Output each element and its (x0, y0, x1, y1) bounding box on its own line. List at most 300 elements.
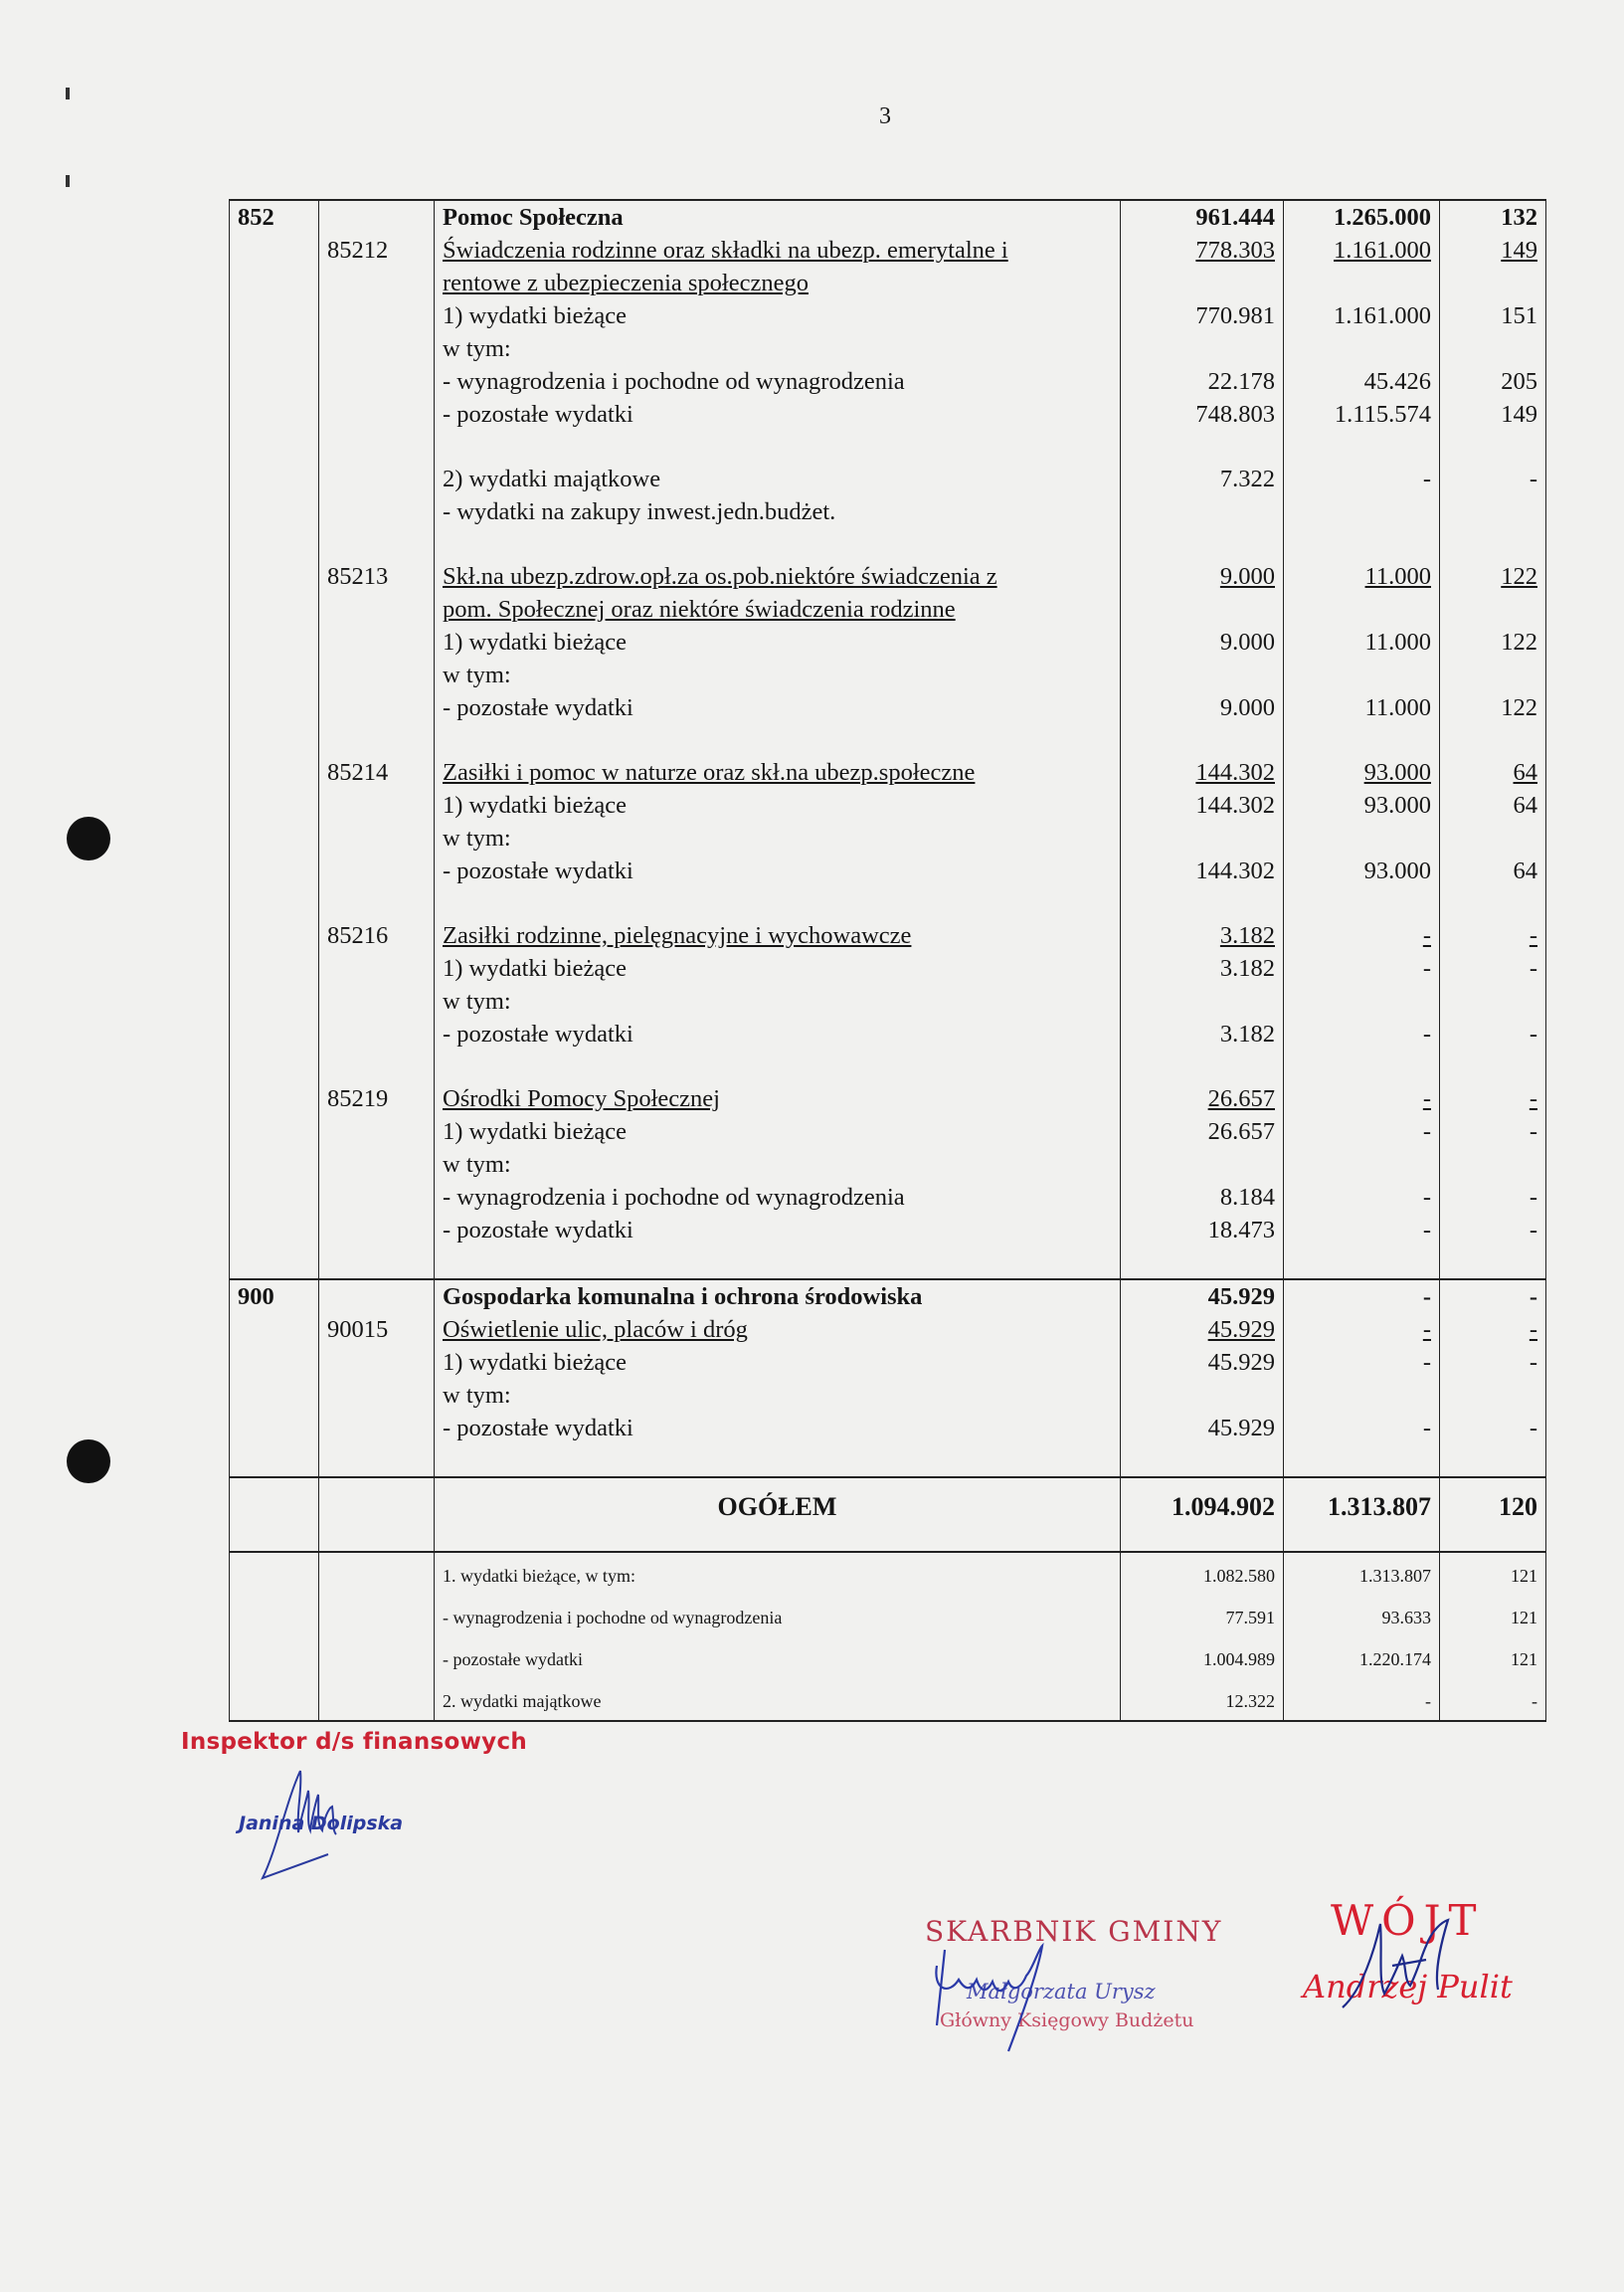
description-cell (435, 431, 1121, 463)
percent-value (1440, 1148, 1546, 1181)
rozdzial-cell (319, 724, 435, 756)
description-text: Pomoc Społeczna (443, 204, 624, 231)
plan-value (1121, 659, 1284, 691)
mayor-stamp-title: WÓJT (1331, 1896, 1485, 1945)
dzial-cell (230, 659, 319, 691)
rozdzial-cell (319, 659, 435, 691)
plan-value (1121, 495, 1284, 528)
dzial-cell (230, 1636, 319, 1678)
dzial-cell (230, 1181, 319, 1214)
description-cell (435, 495, 1121, 528)
execution-value (1284, 659, 1440, 691)
description-cell (435, 1636, 1121, 1678)
plan-value: 144.302 (1121, 756, 1284, 789)
rozdzial-cell (319, 887, 435, 919)
percent-value: 64 (1440, 855, 1546, 887)
execution-value: - (1284, 1115, 1440, 1148)
rozdzial-cell (319, 1595, 435, 1636)
scan-mark (66, 88, 70, 99)
treasurer-stamp-role: Główny Księgowy Budżetu (940, 2009, 1194, 2031)
plan-value: 3.182 (1121, 952, 1284, 985)
dzial-cell (230, 299, 319, 332)
description-cell (435, 1279, 1121, 1313)
description-cell (435, 1181, 1121, 1214)
table-row (230, 822, 1546, 855)
plan-value (1121, 724, 1284, 756)
plan-value: 18.473 (1121, 1214, 1284, 1246)
rozdzial-cell (319, 332, 435, 365)
description-cell (435, 332, 1121, 365)
description-text: Zasiłki rodzinne, pielęgnacyjne i wychowawcze (443, 922, 912, 949)
execution-value: - (1284, 1018, 1440, 1050)
plan-value: 9.000 (1121, 560, 1284, 593)
budget-table (229, 199, 1546, 1722)
table-row (230, 463, 1546, 495)
description-cell (435, 1018, 1121, 1050)
description-text: Świadczenia rodzinne oraz składki na ubezp. emerytalne i (443, 237, 1008, 264)
rozdzial-cell (319, 1552, 435, 1595)
description-cell (435, 887, 1121, 919)
description-cell (435, 1115, 1121, 1148)
description-text: Zasiłki i pomoc w naturze oraz skł.na ubezp.społeczne (443, 759, 976, 786)
dzial-cell: 900 (230, 1279, 319, 1313)
execution-value (1284, 1379, 1440, 1412)
subsection-row (230, 1313, 1546, 1346)
description-cell (435, 528, 1121, 560)
description-cell (435, 1477, 1121, 1552)
description-text: Skł.na ubezp.zdrow.opł.za os.pob.niektóre świadczenia z (443, 563, 997, 590)
table-row (230, 855, 1546, 887)
dzial-cell (230, 789, 319, 822)
spacer-row (230, 1444, 1546, 1477)
description-cell (435, 855, 1121, 887)
description-text: - pozostałe wydatki (443, 1217, 633, 1243)
table-row (230, 1148, 1546, 1181)
description-cell (435, 560, 1121, 593)
description-text: OGÓŁEM (717, 1492, 837, 1521)
subsection-row (230, 267, 1546, 299)
description-cell (435, 1444, 1121, 1477)
execution-value (1284, 1050, 1440, 1082)
description-cell (435, 463, 1121, 495)
percent-value: - (1440, 1412, 1546, 1444)
description-cell (435, 267, 1121, 299)
plan-value: 9.000 (1121, 626, 1284, 659)
plan-value (1121, 1246, 1284, 1279)
plan-value: 770.981 (1121, 299, 1284, 332)
rozdzial-cell (319, 1050, 435, 1082)
percent-value (1440, 495, 1546, 528)
percent-value: 149 (1440, 398, 1546, 431)
plan-value: 26.657 (1121, 1082, 1284, 1115)
percent-value (1440, 1379, 1546, 1412)
description-text: 1) wydatki bieżące (443, 629, 628, 656)
dzial-cell (230, 756, 319, 789)
table-row (230, 789, 1546, 822)
description-cell (435, 398, 1121, 431)
table-row (230, 299, 1546, 332)
dzial-cell (230, 1412, 319, 1444)
percent-value: - (1440, 952, 1546, 985)
description-text: - pozostałe wydatki (443, 858, 633, 884)
execution-value (1284, 431, 1440, 463)
plan-value: 748.803 (1121, 398, 1284, 431)
percent-value: 149 (1440, 234, 1546, 267)
dzial-cell (230, 1018, 319, 1050)
rozdzial-cell (319, 691, 435, 724)
percent-value: - (1440, 1214, 1546, 1246)
percent-value (1440, 332, 1546, 365)
spacer-row (230, 724, 1546, 756)
rozdzial-cell (319, 200, 435, 234)
description-cell (435, 1148, 1121, 1181)
execution-value: 93.000 (1284, 789, 1440, 822)
description-cell (435, 1082, 1121, 1115)
percent-value: 121 (1440, 1552, 1546, 1595)
description-cell (435, 593, 1121, 626)
percent-value: - (1440, 1181, 1546, 1214)
description-cell (435, 626, 1121, 659)
description-cell (435, 1379, 1121, 1412)
plan-value: 9.000 (1121, 691, 1284, 724)
execution-value: 93.633 (1284, 1595, 1440, 1636)
table-row (230, 1181, 1546, 1214)
dzial-cell (230, 626, 319, 659)
description-cell (435, 985, 1121, 1018)
summary-row (230, 1678, 1546, 1721)
subsection-row (230, 756, 1546, 789)
dzial-cell (230, 887, 319, 919)
percent-value (1440, 1050, 1546, 1082)
table-row (230, 1115, 1546, 1148)
execution-value (1284, 528, 1440, 560)
rozdzial-cell (319, 1444, 435, 1477)
punch-hole (67, 817, 110, 860)
percent-value: 122 (1440, 560, 1546, 593)
spacer-row (230, 431, 1546, 463)
percent-value: 64 (1440, 756, 1546, 789)
description-text: - wynagrodzenia i pochodne od wynagrodzenia (443, 368, 905, 395)
description-cell (435, 822, 1121, 855)
scan-mark (66, 175, 70, 187)
percent-value: - (1440, 919, 1546, 952)
rozdzial-cell (319, 528, 435, 560)
mayor-signature (1323, 1910, 1502, 2019)
description-cell (435, 789, 1121, 822)
percent-value: 64 (1440, 789, 1546, 822)
subsection-row (230, 1082, 1546, 1115)
plan-value: 7.322 (1121, 463, 1284, 495)
execution-value (1284, 822, 1440, 855)
subsection-row (230, 234, 1546, 267)
dzial-cell (230, 1678, 319, 1721)
inspector-signature (257, 1761, 386, 1890)
execution-value: 11.000 (1284, 626, 1440, 659)
description-text: - wynagrodzenia i pochodne od wynagrodzenia (443, 1608, 783, 1627)
description-cell (435, 299, 1121, 332)
dzial-cell (230, 593, 319, 626)
plan-value: 22.178 (1121, 365, 1284, 398)
dzial-cell (230, 952, 319, 985)
plan-value (1121, 1444, 1284, 1477)
plan-value: 45.929 (1121, 1412, 1284, 1444)
plan-value (1121, 593, 1284, 626)
percent-value: 122 (1440, 626, 1546, 659)
dzial-cell (230, 1379, 319, 1412)
section-header-row (230, 200, 1546, 234)
description-text: - wynagrodzenia i pochodne od wynagrodzenia (443, 1184, 905, 1211)
execution-value: - (1284, 1346, 1440, 1379)
rozdzial-cell: 90015 (319, 1313, 435, 1346)
description-text: - pozostałe wydatki (443, 401, 633, 428)
description-cell (435, 691, 1121, 724)
table-row (230, 626, 1546, 659)
rozdzial-cell (319, 495, 435, 528)
description-cell (435, 919, 1121, 952)
mayor-stamp-name: Andrzej Pulit (1303, 1968, 1513, 2006)
dzial-cell (230, 267, 319, 299)
rozdzial-cell: 85212 (319, 234, 435, 267)
description-text: w tym: (443, 662, 511, 688)
description-cell (435, 1246, 1121, 1279)
percent-value: 205 (1440, 365, 1546, 398)
dzial-cell (230, 365, 319, 398)
description-text: rentowe z ubezpieczenia społecznego (443, 270, 809, 296)
plan-value: 1.004.989 (1121, 1636, 1284, 1678)
percent-value: 121 (1440, 1636, 1546, 1678)
summary-row (230, 1552, 1546, 1595)
percent-value: - (1440, 1279, 1546, 1313)
table-row (230, 1412, 1546, 1444)
rozdzial-cell (319, 985, 435, 1018)
dzial-cell (230, 463, 319, 495)
table-row (230, 691, 1546, 724)
treasurer-stamp-name: Małgorzata Urysz (967, 1980, 1156, 2004)
percent-value: - (1440, 1678, 1546, 1721)
spacer-row (230, 528, 1546, 560)
dzial-cell (230, 919, 319, 952)
execution-value: 1.115.574 (1284, 398, 1440, 431)
dzial-cell (230, 724, 319, 756)
rozdzial-cell: 85213 (319, 560, 435, 593)
rozdzial-cell (319, 1279, 435, 1313)
dzial-cell (230, 1214, 319, 1246)
plan-value: 961.444 (1121, 200, 1284, 234)
description-text: Oświetlenie ulic, placów i dróg (443, 1316, 748, 1343)
rozdzial-cell (319, 1412, 435, 1444)
dzial-cell (230, 1552, 319, 1595)
description-cell (435, 1552, 1121, 1595)
percent-value: 121 (1440, 1595, 1546, 1636)
execution-value: - (1284, 1279, 1440, 1313)
execution-value: 1.220.174 (1284, 1636, 1440, 1678)
percent-value: - (1440, 1018, 1546, 1050)
plan-value: 3.182 (1121, 919, 1284, 952)
percent-value: - (1440, 1115, 1546, 1148)
execution-value: 1.161.000 (1284, 234, 1440, 267)
description-text: 1) wydatki bieżące (443, 302, 628, 329)
description-cell (435, 1346, 1121, 1379)
description-text: w tym: (443, 825, 511, 852)
table-row (230, 1379, 1546, 1412)
percent-value (1440, 822, 1546, 855)
description-text: 2) wydatki majątkowe (443, 466, 661, 492)
description-text: pom. Społecznej oraz niektóre świadczenia rodzinne (443, 596, 956, 623)
dzial-cell (230, 1246, 319, 1279)
table-row (230, 1018, 1546, 1050)
plan-value: 45.929 (1121, 1313, 1284, 1346)
dzial-cell (230, 1444, 319, 1477)
inspector-stamp-name: Janina Dolipska (239, 1813, 404, 1834)
dzial-cell (230, 1595, 319, 1636)
description-cell (435, 234, 1121, 267)
dzial-cell (230, 822, 319, 855)
description-text: - pozostałe wydatki (443, 694, 633, 721)
rozdzial-cell (319, 463, 435, 495)
table-row (230, 952, 1546, 985)
execution-value: 45.426 (1284, 365, 1440, 398)
dzial-cell (230, 495, 319, 528)
plan-value: 8.184 (1121, 1181, 1284, 1214)
description-text: w tym: (443, 988, 511, 1015)
execution-value: - (1284, 1181, 1440, 1214)
execution-value (1284, 1246, 1440, 1279)
dzial-cell (230, 332, 319, 365)
percent-value (1440, 724, 1546, 756)
subsection-row (230, 919, 1546, 952)
rozdzial-cell (319, 789, 435, 822)
dzial-cell (230, 1148, 319, 1181)
spacer-row (230, 1246, 1546, 1279)
rozdzial-cell (319, 1346, 435, 1379)
plan-value (1121, 431, 1284, 463)
description-cell (435, 365, 1121, 398)
execution-value (1284, 887, 1440, 919)
table-row (230, 495, 1546, 528)
description-cell (435, 659, 1121, 691)
rozdzial-cell (319, 299, 435, 332)
rozdzial-cell (319, 1115, 435, 1148)
execution-value: - (1284, 952, 1440, 985)
description-text: 1) wydatki bieżące (443, 1349, 628, 1376)
description-text: 1) wydatki bieżące (443, 792, 628, 819)
percent-value (1440, 267, 1546, 299)
table-row (230, 1214, 1546, 1246)
description-cell (435, 724, 1121, 756)
execution-value (1284, 267, 1440, 299)
percent-value (1440, 1444, 1546, 1477)
execution-value: 1.313.807 (1284, 1552, 1440, 1595)
execution-value: 93.000 (1284, 855, 1440, 887)
execution-value: - (1284, 919, 1440, 952)
execution-value: 93.000 (1284, 756, 1440, 789)
plan-value: 45.929 (1121, 1279, 1284, 1313)
dzial-cell (230, 431, 319, 463)
percent-value (1440, 528, 1546, 560)
table-row (230, 332, 1546, 365)
plan-value (1121, 267, 1284, 299)
rozdzial-cell (319, 365, 435, 398)
dzial-cell (230, 398, 319, 431)
plan-value: 144.302 (1121, 789, 1284, 822)
plan-value (1121, 985, 1284, 1018)
rozdzial-cell: 85219 (319, 1082, 435, 1115)
plan-value (1121, 528, 1284, 560)
summary-row (230, 1595, 1546, 1636)
dzial-cell (230, 234, 319, 267)
percent-value (1440, 431, 1546, 463)
execution-value: 1.161.000 (1284, 299, 1440, 332)
execution-value: 1.313.807 (1284, 1477, 1440, 1552)
description-text: Ośrodki Pomocy Społecznej (443, 1085, 720, 1112)
execution-value: - (1284, 1313, 1440, 1346)
description-text: 1) wydatki bieżące (443, 955, 628, 982)
execution-value (1284, 332, 1440, 365)
description-text: w tym: (443, 1151, 511, 1178)
rozdzial-cell (319, 431, 435, 463)
execution-value: - (1284, 1082, 1440, 1115)
rozdzial-cell (319, 1379, 435, 1412)
dzial-cell (230, 1477, 319, 1552)
percent-value: 122 (1440, 691, 1546, 724)
percent-value: 132 (1440, 200, 1546, 234)
description-cell (435, 1412, 1121, 1444)
execution-value (1284, 985, 1440, 1018)
section-header-row (230, 1279, 1546, 1313)
description-text: 1) wydatki bieżące (443, 1118, 628, 1145)
table-row (230, 985, 1546, 1018)
plan-value: 144.302 (1121, 855, 1284, 887)
percent-value (1440, 985, 1546, 1018)
total-row (230, 1477, 1546, 1552)
plan-value: 12.322 (1121, 1678, 1284, 1721)
description-cell (435, 1678, 1121, 1721)
execution-value: - (1284, 1678, 1440, 1721)
percent-value: 151 (1440, 299, 1546, 332)
dzial-cell: 852 (230, 200, 319, 234)
rozdzial-cell (319, 1018, 435, 1050)
table-row (230, 365, 1546, 398)
rozdzial-cell (319, 1246, 435, 1279)
dzial-cell (230, 691, 319, 724)
rozdzial-cell (319, 1477, 435, 1552)
percent-value: 120 (1440, 1477, 1546, 1552)
execution-value (1284, 495, 1440, 528)
description-cell (435, 1313, 1121, 1346)
plan-value (1121, 1148, 1284, 1181)
plan-value: 77.591 (1121, 1595, 1284, 1636)
treasurer-signature (925, 1930, 1124, 2059)
rozdzial-cell (319, 626, 435, 659)
page-number: 3 (879, 103, 891, 129)
dzial-cell (230, 1115, 319, 1148)
rozdzial-cell (319, 855, 435, 887)
execution-value (1284, 593, 1440, 626)
plan-value (1121, 887, 1284, 919)
percent-value (1440, 593, 1546, 626)
execution-value (1284, 1444, 1440, 1477)
rozdzial-cell (319, 593, 435, 626)
execution-value: - (1284, 1412, 1440, 1444)
execution-value: - (1284, 463, 1440, 495)
inspector-stamp-title: Inspektor d/s finansowych (181, 1729, 528, 1755)
rozdzial-cell (319, 267, 435, 299)
description-cell (435, 1214, 1121, 1246)
dzial-cell (230, 1082, 319, 1115)
execution-value: 1.265.000 (1284, 200, 1440, 234)
rozdzial-cell (319, 398, 435, 431)
description-text: - pozostałe wydatki (443, 1415, 633, 1441)
